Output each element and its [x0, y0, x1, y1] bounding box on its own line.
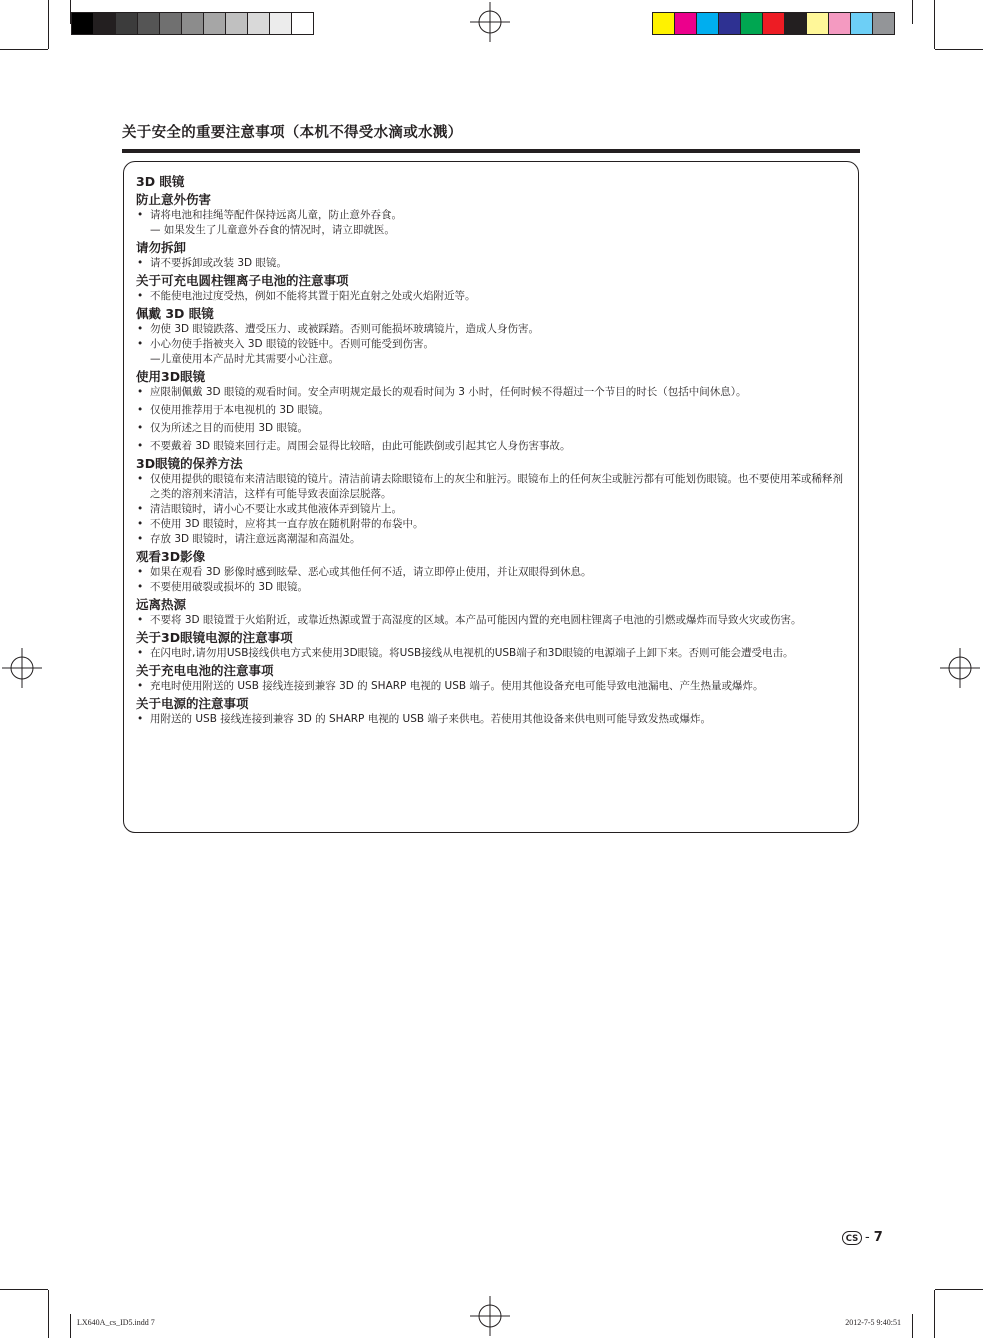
- bullet-icon: •: [137, 386, 144, 398]
- section-title: 关于3D眼镜电源的注意事项: [136, 630, 293, 645]
- bullet-icon: •: [137, 566, 144, 578]
- heading-rule: [122, 149, 860, 153]
- bullet-text: 仅为所述之目的而使用 3D 眼镜。: [150, 422, 308, 434]
- crop-mark: [934, 1290, 935, 1338]
- color-swatch: [71, 12, 94, 35]
- crop-mark: [935, 49, 983, 50]
- bullet-item: [136, 712, 848, 727]
- note-text: — 如果发生了儿童意外吞食的情况时，请立即就医。: [150, 224, 395, 236]
- section-title: 请勿拆卸: [136, 240, 187, 255]
- footer-file-name: LX640A_cs_ID5.indd 7: [77, 1318, 155, 1327]
- language-badge: CS: [842, 1231, 862, 1245]
- bullet-text: 请不要拆卸或改装 3D 眼镜。: [150, 257, 287, 269]
- bullet-item: [136, 472, 848, 502]
- bullet-text: 充电时使用附送的 USB 接线连接到兼容 3D 的 SHARP 电视的 USB 端子。使用其他设备充电可能导致电池漏电、产生热量或爆炸。: [150, 680, 764, 692]
- crop-mark: [0, 1289, 48, 1290]
- section-title: 关于充电电池的注意事项: [136, 663, 274, 678]
- bullet-text: 不要戴着 3D 眼镜来回行走。周围会显得比较暗，由此可能跌倒或引起其它人身伤害事故。: [150, 440, 571, 452]
- section-title: 3D 眼镜: [136, 174, 185, 189]
- bullet-item: [136, 322, 848, 337]
- bullet-text: 不能使电池过度受热，例如不能将其置于阳光直射之处或火焰附近等。: [150, 290, 476, 302]
- bullet-text: 请将电池和挂绳等配件保持远离儿童，防止意外吞食。: [150, 209, 402, 221]
- bullet-item: [136, 403, 848, 418]
- bullet-icon: •: [137, 518, 144, 530]
- section-title: 防止意外伤害: [136, 192, 212, 207]
- bullet-item: [136, 208, 848, 223]
- bullet-icon: •: [137, 614, 144, 626]
- page-number-separator: -: [865, 1230, 870, 1245]
- bullet-text: 仅使用提供的眼镜布来清洁眼镜的镜片。清洁前请去除眼镜布上的灰尘和脏污。眼镜布上的任何灰尘或脏污都有可能划伤眼镜。也不要使用苯或稀释剂之类的溶剂来清洁，这样有可能导致表面涂层脱落。: [150, 473, 843, 500]
- color-swatch: [137, 12, 160, 35]
- bullet-text: 不使用 3D 眼镜时，应将其一直存放在随机附带的布袋中。: [150, 518, 424, 530]
- safety-content: [136, 172, 848, 727]
- color-swatch: [740, 12, 763, 35]
- color-swatch: [696, 12, 719, 35]
- bullet-icon: •: [137, 680, 144, 692]
- registration-mark-bottom: [470, 1296, 510, 1336]
- color-swatch: [718, 12, 741, 35]
- bullet-item: [136, 646, 848, 661]
- crop-mark: [935, 1289, 983, 1290]
- color-swatch: [115, 12, 138, 35]
- color-swatch: [806, 12, 829, 35]
- section-title: 使用3D眼镜: [136, 369, 206, 384]
- color-swatch: [291, 12, 314, 35]
- section-title: 3D眼镜的保养方法: [136, 456, 243, 471]
- bullet-text: 小心勿使手指被夹入 3D 眼镜的铰链中。否则可能受到伤害。: [150, 338, 434, 350]
- bullet-icon: •: [137, 422, 144, 434]
- section-title: 观看3D影像: [136, 549, 206, 564]
- bullet-item: [136, 421, 848, 436]
- bullet-item: [136, 439, 848, 454]
- crop-mark: [912, 0, 913, 24]
- registration-mark-left: [2, 648, 42, 688]
- bullet-item: [136, 679, 848, 694]
- bullet-text: 在闪电时,请勿用USB接线供电方式来使用3D眼镜。将USB接线从电视机的USB端子和3D眼镜的电源端子上卸下来。否则可能会遭受电击。: [150, 647, 794, 659]
- grayscale-color-bar: [72, 12, 314, 35]
- bullet-icon: •: [137, 533, 144, 545]
- color-swatch: [762, 12, 785, 35]
- section-title: 远离热源: [136, 597, 187, 612]
- color-swatch: [850, 12, 873, 35]
- bullet-item: [136, 580, 848, 595]
- crop-mark: [70, 0, 71, 24]
- color-swatch: [872, 12, 895, 35]
- bullet-item: [136, 502, 848, 517]
- bullet-item: [136, 256, 848, 271]
- section-title: 关于电源的注意事项: [136, 696, 249, 711]
- bullet-text: 仅使用推荐用于本电视机的 3D 眼镜。: [150, 404, 329, 416]
- color-swatch: [674, 12, 697, 35]
- page-title: 关于安全的重要注意事项（本机不得受水滴或水溅）: [122, 125, 463, 141]
- section-title: 关于可充电圆柱锂离子电池的注意事项: [136, 273, 349, 288]
- bullet-icon: •: [137, 323, 144, 335]
- footer-timestamp: 2012-7-5 9:40:51: [845, 1318, 901, 1327]
- crop-mark: [48, 1290, 49, 1338]
- crop-mark: [48, 0, 49, 49]
- page-number: [842, 1230, 883, 1245]
- color-swatch: [181, 12, 204, 35]
- bullet-icon: •: [137, 581, 144, 593]
- bullet-icon: •: [137, 290, 144, 302]
- bullet-item: [136, 517, 848, 532]
- bullet-text: 应限制佩戴 3D 眼镜的观看时间。安全声明规定最长的观看时间为 3 小时，任何时候不得超过一个节目的时长（包括中间休息）。: [150, 386, 747, 398]
- crop-mark: [0, 49, 48, 50]
- bullet-icon: •: [137, 647, 144, 659]
- bullet-text: 不要使用破裂或损坏的 3D 眼镜。: [150, 581, 308, 593]
- bullet-icon: •: [137, 473, 144, 485]
- bullet-icon: •: [137, 440, 144, 452]
- bullet-icon: •: [137, 713, 144, 725]
- color-swatch: [652, 12, 675, 35]
- color-swatch: [93, 12, 116, 35]
- color-swatch: [203, 12, 226, 35]
- bullet-icon: •: [137, 257, 144, 269]
- bullet-text: 不要将 3D 眼镜置于火焰附近，或靠近热源或置于高湿度的区域。本产品可能因内置的充电圆柱锂离子电池的引燃或爆炸而导致火灾或伤害。: [150, 614, 802, 626]
- crop-mark: [912, 1314, 913, 1338]
- registration-mark-right: [940, 648, 980, 688]
- registration-mark-top: [470, 2, 510, 42]
- crop-mark: [934, 0, 935, 49]
- color-swatch: [828, 12, 851, 35]
- color-swatch: [247, 12, 270, 35]
- process-color-bar: [653, 12, 895, 35]
- bullet-icon: •: [137, 338, 144, 350]
- bullet-icon: •: [137, 209, 144, 221]
- bullet-item: [136, 337, 848, 352]
- note-text: —儿童使用本产品时尤其需要小心注意。: [150, 353, 339, 365]
- color-swatch: [225, 12, 248, 35]
- bullet-text: 如果在观看 3D 影像时感到眩晕、恶心或其他任何不适，请立即停止使用，并让双眼得到休息。: [150, 566, 592, 578]
- color-swatch: [269, 12, 292, 35]
- bullet-icon: •: [137, 404, 144, 416]
- bullet-text: 用附送的 USB 接线连接到兼容 3D 的 SHARP 电视的 USB 端子来供电。若使用其他设备来供电则可能导致发热或爆炸。: [150, 713, 711, 725]
- bullet-item: [136, 289, 848, 304]
- bullet-text: 勿使 3D 眼镜跌落、遭受压力、或被踩踏。否则可能损坏玻璃镜片，造成人身伤害。: [150, 323, 539, 335]
- bullet-item: [136, 385, 848, 400]
- bullet-text: 存放 3D 眼镜时，请注意远离潮湿和高温处。: [150, 533, 361, 545]
- crop-mark: [70, 1314, 71, 1338]
- color-swatch: [159, 12, 182, 35]
- bullet-item: [136, 565, 848, 580]
- bullet-text: 清洁眼镜时，请小心不要让水或其他液体弄到镜片上。: [150, 503, 402, 515]
- bullet-icon: •: [137, 503, 144, 515]
- section-title: 佩戴 3D 眼镜: [136, 306, 214, 321]
- bullet-item: [136, 613, 848, 628]
- bullet-item: [136, 532, 848, 547]
- color-swatch: [784, 12, 807, 35]
- page-number-value: 7: [873, 1230, 883, 1245]
